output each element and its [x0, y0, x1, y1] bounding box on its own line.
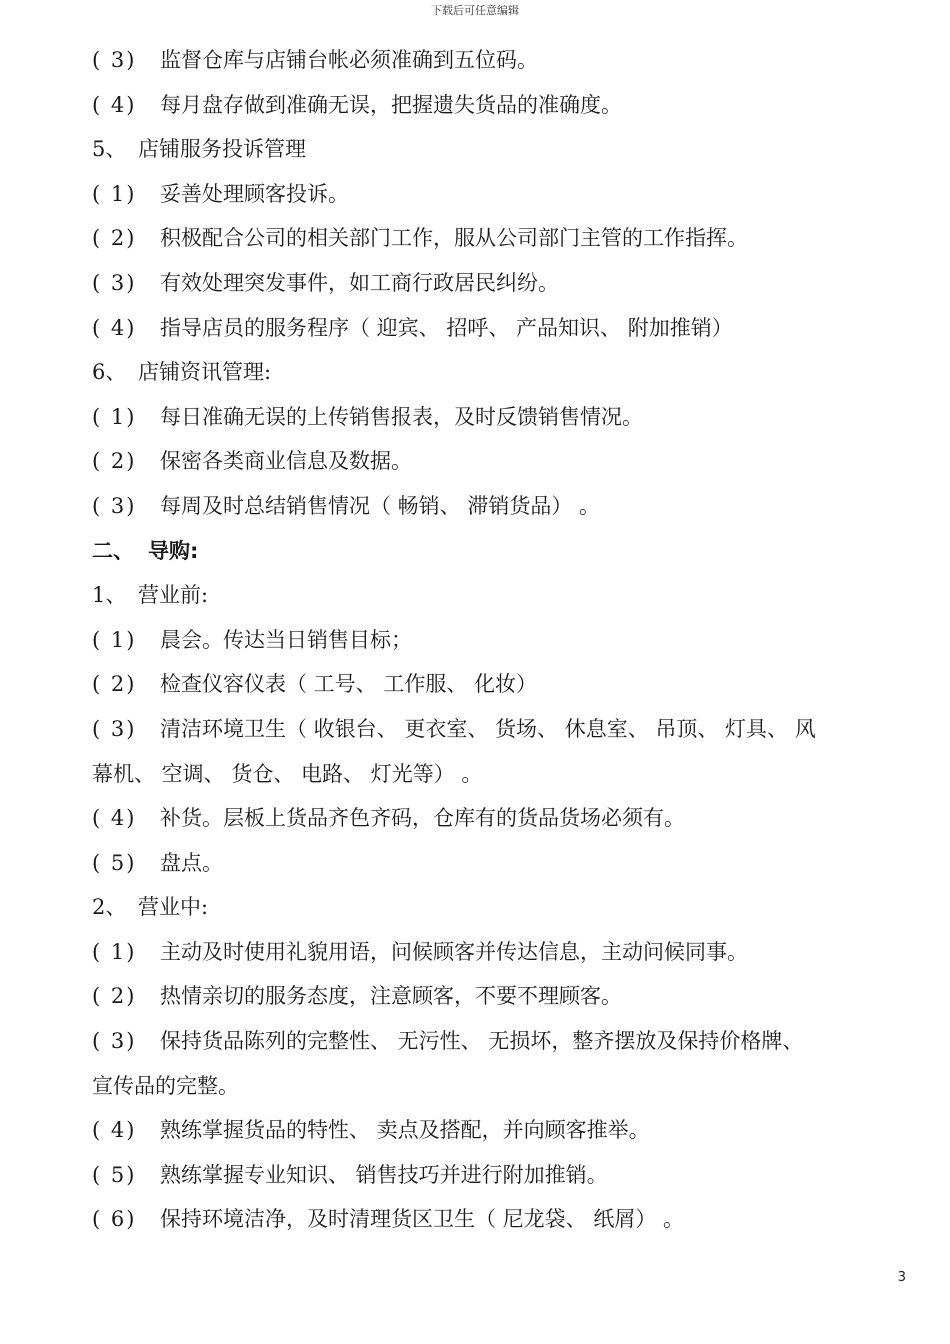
section-number: 2、 [92, 895, 127, 920]
item-number: ( 6) [92, 1207, 137, 1232]
item-text: 每月盘存做到准确无误，把握遗失货品的准确度。 [160, 92, 622, 117]
section-title: 店铺资讯管理: [138, 360, 272, 385]
list-item [92, 930, 904, 975]
list-item [92, 261, 904, 306]
item-number: ( 2) [92, 449, 137, 474]
list-item-continuation [92, 1064, 904, 1109]
item-number: ( 4) [92, 806, 137, 831]
list-item [92, 618, 904, 663]
item-number: ( 5) [92, 1162, 137, 1187]
section-heading [92, 350, 904, 395]
list-item [92, 662, 904, 707]
section-number: 5、 [92, 137, 127, 162]
section-number: 1、 [92, 583, 127, 608]
section-heading [92, 573, 904, 618]
item-text: 监督仓库与店铺台帐必须准确到五位码。 [160, 48, 538, 72]
list-item [92, 306, 904, 351]
item-text: 每日准确无误的上传销售报表，及时反馈销售情况。 [160, 404, 643, 429]
list-item [92, 707, 904, 752]
item-text-continuation: 幕机、 空调、 货仓、 电路、 灯光等） 。 [92, 761, 483, 786]
section-number: 6、 [92, 360, 127, 385]
item-number: ( 1) [92, 939, 137, 964]
item-number: ( 1) [92, 181, 137, 206]
item-text: 清洁环境卫生（ 收银台、 更衣室、 货场、 休息室、 吊顶、 灯具、 风 [160, 716, 816, 741]
item-number: ( 5) [92, 850, 137, 875]
item-text: 熟练掌握专业知识、 销售技巧并进行附加推销。 [160, 1162, 608, 1187]
item-number: ( 3) [92, 270, 137, 295]
document-body [92, 38, 904, 1242]
item-number: ( 1) [92, 404, 137, 429]
item-text: 每周及时总结销售情况（ 畅销、 滞销货品） 。 [160, 493, 601, 518]
list-item [92, 38, 904, 83]
item-number: ( 2) [92, 984, 137, 1009]
header-note: 下载后可任意编辑 [431, 4, 519, 17]
item-number: ( 4) [92, 92, 137, 117]
list-item [92, 796, 904, 841]
item-text: 保持货品陈列的完整性、 无污性、 无损坏，整齐摆放及保持价格牌、 [160, 1029, 804, 1054]
page-number: 3 [897, 1270, 906, 1285]
item-text: 积极配合公司的相关部门工作，服从公司部门主管的工作指挥。 [160, 226, 748, 251]
item-text: 检查仪容仪表（ 工号、 工作服、 化妆） [160, 672, 538, 697]
item-text: 主动及时使用礼貌用语，问候顾客并传达信息，主动问候同事。 [160, 939, 748, 964]
item-text: 有效处理突发事件，如工商行政居民纠纷。 [160, 270, 559, 295]
list-item-continuation [92, 752, 904, 797]
section-heading [92, 127, 904, 172]
item-text: 保持环境洁净，及时清理货区卫生（ 尼龙袋、 纸屑） 。 [160, 1207, 685, 1232]
item-text: 补货。层板上货品齐色齐码，仓库有的货品货场必须有。 [160, 806, 685, 831]
chapter-number: 二、 [92, 538, 134, 563]
section-title: 营业前: [138, 583, 209, 608]
item-text: 晨会。传达当日销售目标； [160, 627, 412, 652]
list-item [92, 83, 904, 128]
item-text: 熟练掌握货品的特性、 卖点及搭配，并向顾客推举。 [160, 1118, 650, 1143]
list-item [92, 216, 904, 261]
chapter-title: 导购: [148, 538, 199, 563]
item-number: ( 3) [92, 493, 137, 518]
list-item [92, 841, 904, 886]
list-item [92, 395, 904, 440]
list-item [92, 172, 904, 217]
item-text: 保密各类商业信息及数据。 [160, 449, 412, 474]
section-title: 营业中: [138, 895, 209, 920]
chapter-heading [92, 529, 904, 574]
item-text: 指导店员的服务程序（ 迎宾、 招呼、 产品知识、 附加推销） [160, 315, 733, 340]
item-number: ( 3) [92, 1029, 137, 1054]
item-text: 盘点。 [160, 850, 223, 875]
section-title: 店铺服务投诉管理 [138, 137, 306, 162]
list-item [92, 1197, 904, 1242]
list-item [92, 439, 904, 484]
list-item [92, 484, 904, 529]
section-heading [92, 885, 904, 930]
list-item [92, 1153, 904, 1198]
list-item [92, 1108, 904, 1153]
item-text: 妥善处理顾客投诉。 [160, 181, 349, 206]
item-text-continuation: 宣传品的完整。 [92, 1073, 239, 1098]
item-text: 热情亲切的服务态度，注意顾客，不要不理顾客。 [160, 984, 622, 1009]
item-number: ( 2) [92, 226, 137, 251]
item-number: ( 3) [92, 716, 137, 741]
item-number: ( 1) [92, 627, 137, 652]
item-number: ( 4) [92, 315, 137, 340]
list-item [92, 1019, 904, 1064]
item-number: ( 4) [92, 1118, 137, 1143]
list-item [92, 974, 904, 1019]
item-number: ( 3) [92, 48, 137, 72]
item-number: ( 2) [92, 672, 137, 697]
